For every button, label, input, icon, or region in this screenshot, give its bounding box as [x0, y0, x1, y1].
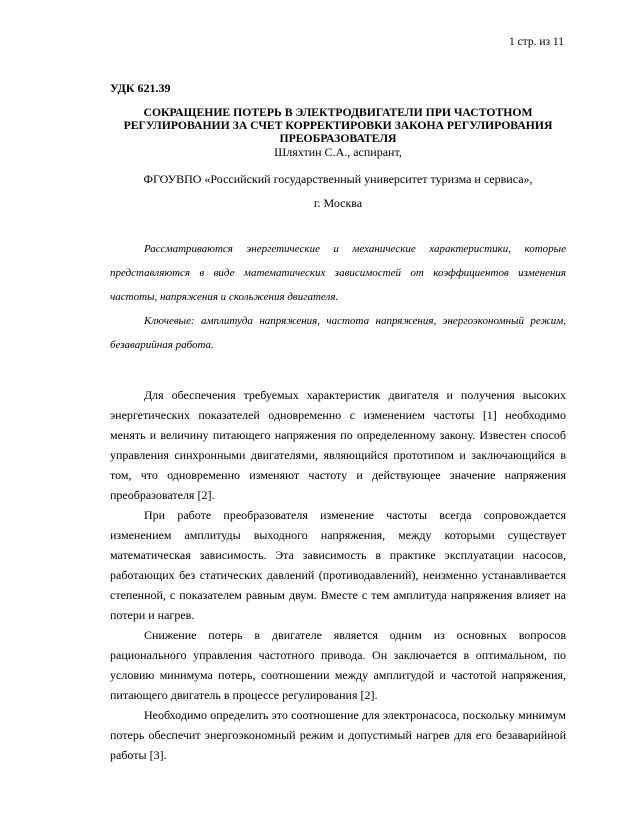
page-number: 1 стр. из 11: [508, 36, 564, 48]
city: г. Москва: [313, 196, 363, 210]
body-text: [110, 385, 566, 765]
paragraph: Снижение потерь в двигателе является одним из основных вопросов рационального управления частотного привода. Он заключается в оптимальном, по условию минимума потерь, соотношении между амплитудой и частотой напряжения, питающего двигатель в процессе регулирования [2].: [110, 628, 566, 702]
abstract: Рассматриваются энергетические и механические характеристики, которые представляются в виде математических зависимостей от коэффициентов изменения частоты, напряжения и скольжения двигателя.: [110, 243, 566, 303]
title-line: РЕГУЛИРОВАНИИ ЗА СЧЕТ КОРРЕКТИРОВКИ ЗАКОНА РЕГУЛИРОВАНИЯ: [123, 119, 553, 132]
paragraph: Для обеспечения требуемых характеристик двигателя и получения высоких энергетических показателей одновременно с изменением частоты [1] необходимо менять и величину питающего напряжения по определенному закону. Известен способ управления синхронными двигателями, являющийся прототипом и заключающийся в том, что одновременно изменяют частоту и действующее значение напряжения преобразователя [2].: [110, 388, 566, 502]
title-line: ПРЕОБРАЗОВАТЕЛЯ: [279, 132, 397, 145]
article: [110, 81, 566, 765]
abstract-block: [110, 237, 566, 357]
article-title: [110, 106, 566, 145]
author: Шляхтин С.А., аспирант,: [274, 145, 402, 159]
paragraph: Необходимо определить это соотношение для электронасоса, поскольку минимум потерь обеспечит энергоэкономный режим и допустимый нагрев для его безаварийной работы [3].: [110, 708, 566, 762]
keywords: Ключевые: амплитуда напряжения, частота напряжения, энергоэкономный режим, безаварийная работа.: [110, 315, 566, 351]
title-line: СОКРАЩЕНИЕ ПОТЕРЬ В ЭЛЕКТРОДВИГАТЕЛИ ПРИ ЧАСТОТНОМ: [143, 106, 533, 119]
organization: ФГОУВПО «Российский государственный университет туризма и сервиса»,: [143, 172, 533, 186]
udk-code: УДК 621.39: [110, 81, 171, 95]
paragraph: При работе преобразователя изменение частоты всегда сопровождается изменением амплитуды выходного напряжения, между которыми существует математическая зависимость. Эта зависимость в практике эксплуатации насосов, работающих без статических давлений (противодавлений), неизменно устанавливается степенной, с показателем равным двум. Вместе с тем амплитуда напряжения влияет на потери и нагрев.: [110, 508, 566, 622]
